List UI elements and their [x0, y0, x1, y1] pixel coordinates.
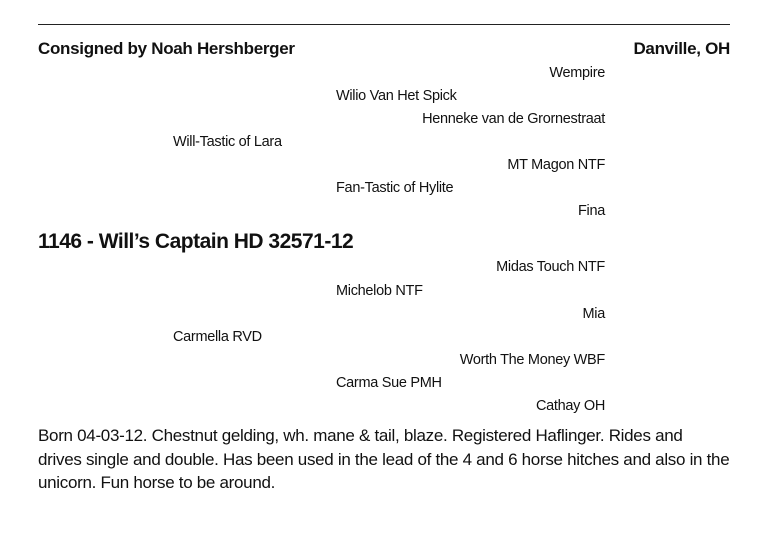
pedigree-sire-sire: Wilio Van Het Spick [336, 88, 457, 104]
top-rule [38, 24, 730, 25]
pedigree-dam-sire: Michelob NTF [336, 283, 423, 299]
pedigree-sire-dam: Fan-Tastic of Hylite [336, 180, 454, 196]
pedigree-dam-dam-sire: Worth The Money WBF [459, 352, 605, 368]
lot-title: 1146 - Will’s Captain HD 32571-12 [38, 230, 354, 253]
pedigree-sire-sire-sire: Wempire [549, 65, 605, 81]
pedigree-sire-sire-dam: Henneke van de Grornestraat [422, 111, 605, 127]
pedigree-dam-sire-sire: Midas Touch NTF [496, 259, 605, 275]
consignor-name: Consigned by Noah Hershberger [38, 39, 295, 58]
pedigree-dam-dam-dam: Cathay OH [535, 398, 605, 414]
lot-description: Born 04-03-12. Chestnut gelding, wh. mane & tail, blaze. Registered Haflinger. Rides and drives single and double. Has been used in the lead of the 4 and 6 horse hitches and also in the unicorn. Fun horse to be around. [38, 426, 730, 492]
pedigree-sire-dam-sire: MT Magon NTF [507, 157, 605, 173]
pedigree-dam: Carmella RVD [173, 329, 262, 345]
pedigree-dam-sire-dam: Mia [582, 306, 605, 322]
consignor-location: Danville, OH [633, 39, 730, 58]
pedigree-sire: Will-Tastic of Lara [173, 134, 282, 150]
pedigree-sire-dam-dam: Fina [577, 203, 605, 219]
pedigree-dam-dam: Carma Sue PMH [336, 375, 442, 391]
